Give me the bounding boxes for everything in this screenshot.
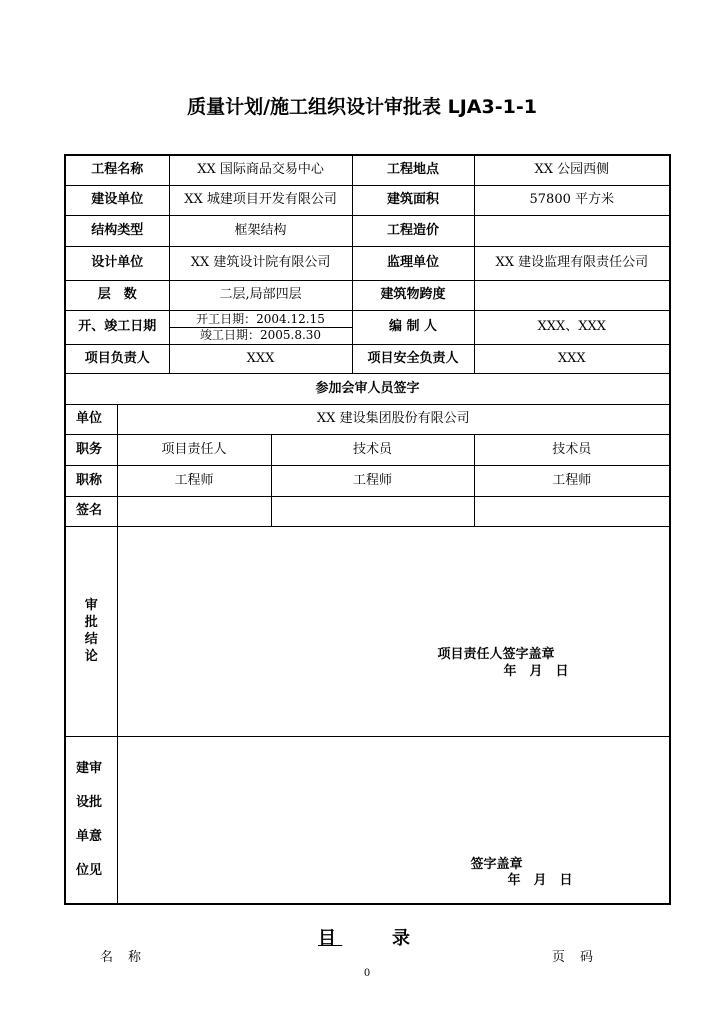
approval-label-3: 结 [84,632,98,647]
dates-value [169,310,352,344]
area-value: 57800 平方米 [474,185,670,215]
row-project-name [65,155,670,185]
dates-label: 开、竣工日期 [65,310,169,344]
compiler-value: XXX、XXX [474,310,670,344]
row-manager [65,344,670,373]
toc-title [318,924,418,950]
title-2: 工程师 [271,465,474,496]
toc-title-a: 目 [318,928,336,949]
reviewers-header: 参加会审人员签字 [65,373,670,404]
area-label: 建筑面积 [352,185,474,215]
designer-label: 设计单位 [65,246,169,280]
position-3: 技术员 [474,434,670,465]
position-1: 项目责任人 [117,434,271,465]
span-value [474,280,670,310]
manager-label: 项目负责人 [65,344,169,373]
row-dates [65,310,670,344]
toc-title-b: 录 [392,928,410,949]
cost-value [474,215,670,246]
safety-value: XXX [474,344,670,373]
unit-value: XX 建设集团股份有限公司 [117,404,670,434]
owner-opinion-area[interactable] [117,736,670,904]
project-location-label: 工程地点 [352,155,474,185]
row-owner-opinion [65,736,670,904]
row-structure [65,215,670,246]
unit-label: 单位 [65,404,117,434]
row-builder [65,185,670,215]
toc-col-page: 页 码 [552,950,595,965]
page-title: 质量计划/施工组织设计审批表 LJA3-1-1 [187,96,537,118]
designer-value: XX 建筑设计院有限公司 [169,246,352,280]
title-3: 工程师 [474,465,670,496]
owner-opinion-label [65,736,117,904]
structure-value: 框架结构 [169,215,352,246]
supervisor-value: XX 建设监理有限责任公司 [474,246,670,280]
sign-field-2[interactable] [271,496,474,526]
page-number: 0 [363,968,371,979]
owner-label-2: 设批 [76,794,103,810]
row-title [65,465,670,496]
cost-label: 工程造价 [352,215,474,246]
floors-value: 二层,局部四层 [169,280,352,310]
approval-label-1: 审 [84,598,98,613]
builder-value: XX 城建项目开发有限公司 [169,185,352,215]
row-reviewers-header [65,373,670,404]
project-location-value: XX 公园西侧 [474,155,670,185]
position-2: 技术员 [271,434,474,465]
row-designer [65,246,670,280]
owner-signature-line: 签字盖章 [470,856,523,872]
row-floors [65,280,670,310]
project-name-label: 工程名称 [65,155,169,185]
start-date: 开工日期：2004.12.15 [196,311,325,326]
sign-field-1[interactable] [117,496,271,526]
approval-signature-line: 项目责任人签字盖章 [437,646,555,662]
row-approval-conclusion [65,526,670,736]
toc-col-name: 名 称 [100,950,143,965]
title-label: 职称 [65,465,117,496]
project-name-value: XX 国际商品交易中心 [169,155,352,185]
approval-date-line: 年 月 日 [503,663,569,679]
owner-label-3: 单意 [76,828,103,844]
end-date: 竣工日期：2005.8.30 [170,327,352,343]
title-1: 工程师 [117,465,271,496]
toc-title-underline [336,928,392,949]
floors-label: 层 数 [65,280,169,310]
approval-label [65,526,117,736]
approval-label-2: 批 [84,615,98,630]
approval-conclusion-area[interactable] [117,526,670,736]
sign-label: 签名 [65,496,117,526]
owner-label-1: 建审 [76,760,103,776]
row-unit [65,404,670,434]
compiler-label: 编 制 人 [352,310,474,344]
approval-table [64,154,671,905]
span-label: 建筑物跨度 [352,280,474,310]
position-label: 职务 [65,434,117,465]
safety-label: 项目安全负责人 [352,344,474,373]
sign-field-3[interactable] [474,496,670,526]
row-signature [65,496,670,526]
structure-label: 结构类型 [65,215,169,246]
manager-value: XXX [169,344,352,373]
builder-label: 建设单位 [65,185,169,215]
row-position [65,434,670,465]
supervisor-label: 监理单位 [352,246,474,280]
approval-label-4: 论 [84,649,98,664]
owner-date-line: 年 月 日 [507,872,573,888]
owner-label-4: 位见 [76,862,103,878]
